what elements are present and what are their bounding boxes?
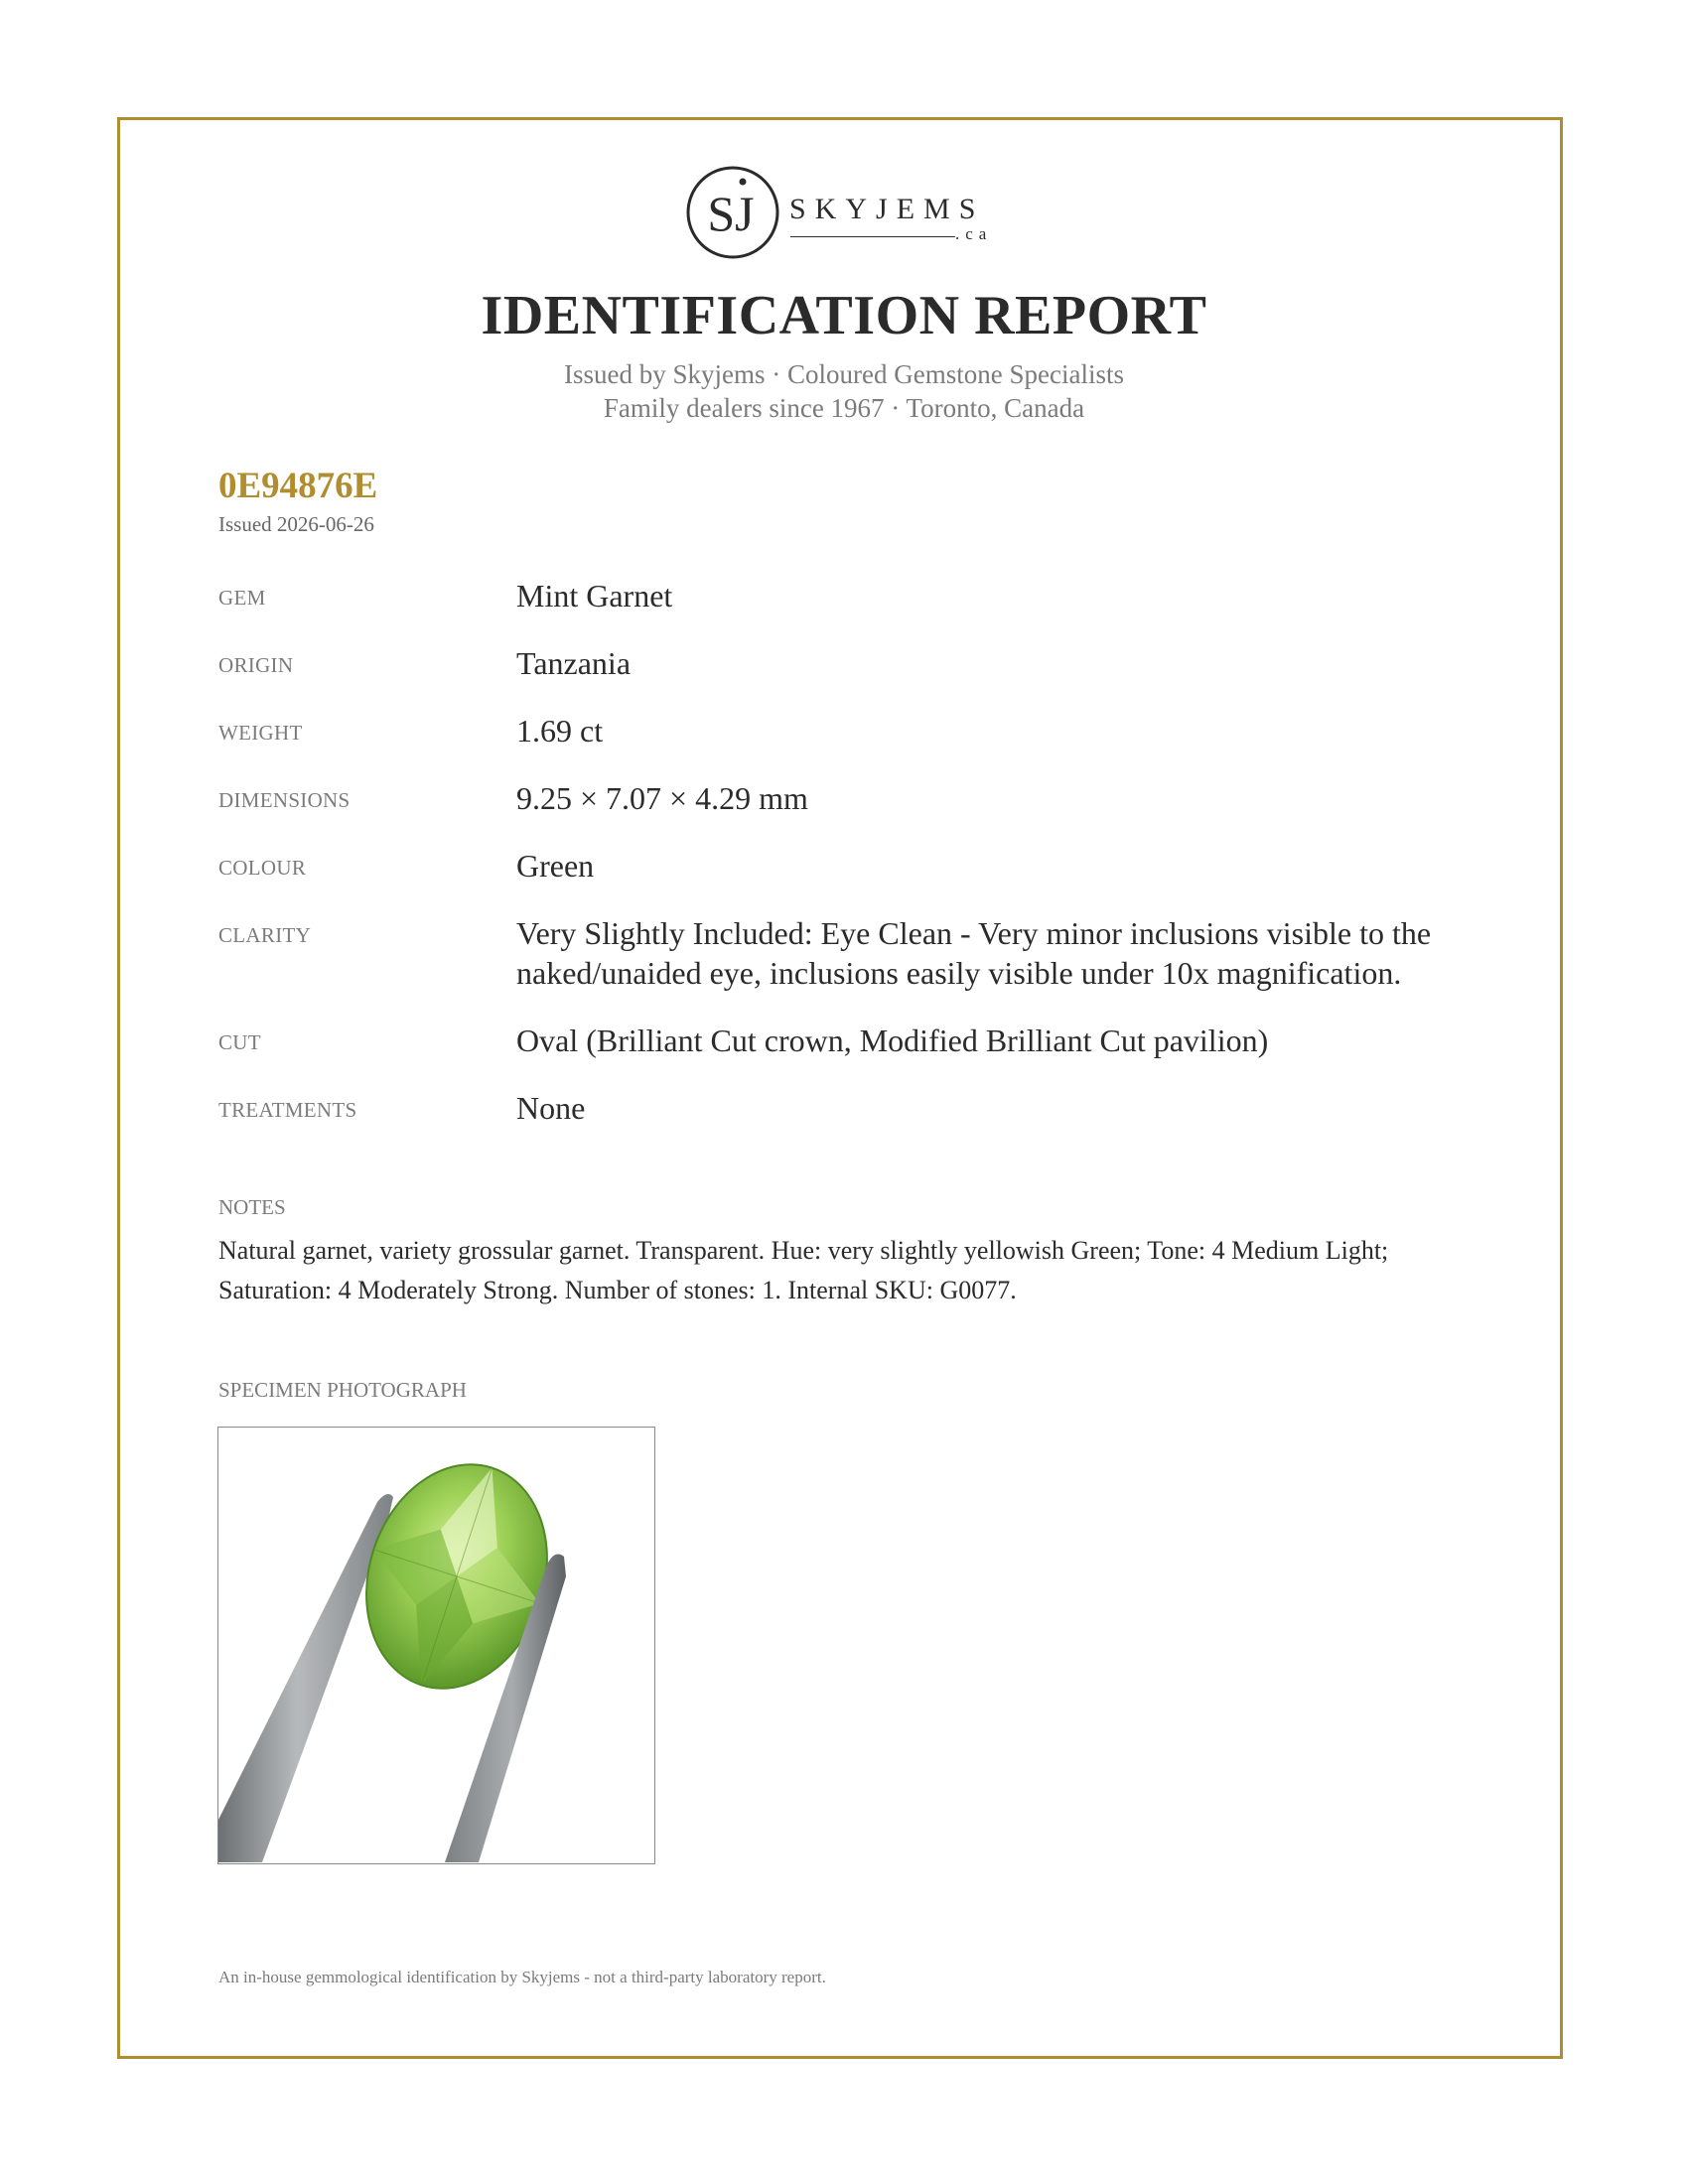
notes-text: Natural garnet, variety grossular garnet. Transparent. Hue: very slightly yellowish Green; Tone: 4 Medium Light; Saturation: 4 Moderately Strong. Number of stones: 1. Internal SKU: G0077. <box>218 1236 1389 1304</box>
field-label: TREATMENTS <box>218 1098 357 1122</box>
gem-in-tweezers-image <box>218 1428 653 1862</box>
field-label: COLOUR <box>218 856 307 880</box>
field-label: ORIGIN <box>218 653 294 677</box>
field-value: Very Slightly Included: Eye Clean - Very minor inclusions visible to the naked/unaided eye, inclusions easily visible under 10x magnification. <box>516 915 1432 991</box>
photo-label: SPECIMEN PHOTOGRAPH <box>218 1378 467 1402</box>
logo-monogram-text: SJ <box>707 186 755 241</box>
issuer-line: Issued by Skyjems · Coloured Gemstone Specialists <box>564 359 1124 389</box>
field-value: Oval (Brilliant Cut crown, Modified Brilliant Cut pavilion) <box>516 1023 1269 1058</box>
field-label: WEIGHT <box>218 721 303 745</box>
notes-label: NOTES <box>218 1195 286 1219</box>
dealer-line: Family dealers since 1967 · Toronto, Canada <box>603 393 1085 423</box>
field-value: Tanzania <box>516 645 632 681</box>
brand-logo <box>685 165 1013 260</box>
field-value: Green <box>516 848 595 884</box>
field-label: CLARITY <box>218 923 312 947</box>
specimen-photo <box>217 1427 655 1864</box>
field-value: Mint Garnet <box>516 578 673 614</box>
report-id: 0E94876E <box>218 466 378 506</box>
brand-rule <box>790 236 955 237</box>
field-label: DIMENSIONS <box>218 788 351 812</box>
report-title: IDENTIFICATION REPORT <box>481 285 1207 346</box>
issue-date: Issued 2026-06-26 <box>218 512 374 536</box>
sj-monogram-icon <box>685 165 780 260</box>
field-value: 9.25 × 7.07 × 4.29 mm <box>516 780 808 816</box>
field-label: CUT <box>218 1030 261 1054</box>
disclaimer-footer: An in-house gemmological identification by Skyjems - not a third-party laboratory report. <box>218 1968 826 1986</box>
field-value: 1.69 ct <box>516 713 604 749</box>
field-label: GEM <box>218 586 266 610</box>
brand-tld: .ca <box>955 224 993 243</box>
field-value: None <box>516 1090 586 1126</box>
brand-name: SKYJEMS <box>789 193 985 225</box>
